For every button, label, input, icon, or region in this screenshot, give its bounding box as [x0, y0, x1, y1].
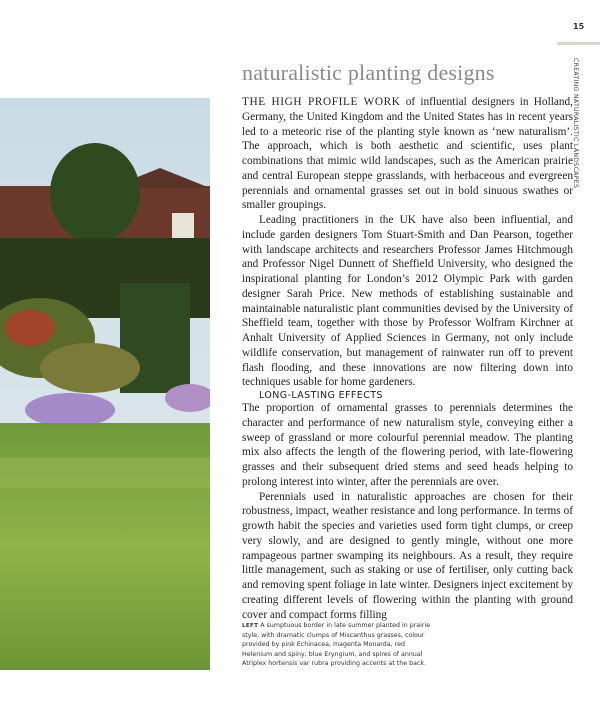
subheading: LONG-LASTING EFFECTS	[259, 390, 383, 401]
paragraph: The proportion of ornamental grasses to perennials determines the character and performance of new naturalism style, conveying either a sweep of grassland or more colourful perennial meadow. The planting mix also affects the length of the flowering period, with late-flowering grasses and their subsequent dried stems and seed heads helping to prolong interest into winter, after the perennials are over.	[242, 402, 573, 488]
caption-label: LEFT	[242, 623, 259, 629]
running-head: CREATING NATURALISTIC LANDSCAPES	[572, 58, 579, 189]
page-title: naturalistic planting designs	[242, 60, 495, 85]
lead-in-caps: THE HIGH PROFILE WORK	[242, 96, 401, 108]
paragraph-text: of influential designers in Holland, Germany, the United Kingdom and the United States has in recent years led to a meteoric rise of the planting style known as ‘new naturalism’. The approach, which is both aesthetic and scientific, uses plant combinations that mimic wild landscapes, such as the American prairie and central European steppe grasslands, with herbaceous and evergreen perennials and ornamental grasses set out in bold sinuous swathes or smaller groupings.	[242, 96, 573, 212]
paragraph: Perennials used in naturalistic approaches are chosen for their robustness, impact, weather resistance and long performance. In terms of growth habit the species and varieties used form tight clumps, or creep very slowly, and are designed to gently mingle, without one more rampageous partner swamping its neighbours. As a result, they require little management, such as staking or use of fertiliser, only cutting back and removing spent foliage in late winter. Designers inject excitement by creating different levels of flowering within the planting with ground cover and compact forms filling	[242, 490, 573, 621]
body-text	[242, 95, 573, 622]
photo-caption	[242, 621, 432, 668]
header-rule	[557, 42, 600, 45]
paragraph: Leading practitioners in the UK have also been influential, and include garden designers Tom Stuart-Smith and Dan Pearson, together with landscape architects and researchers Professor James Hitchmough and Professor Nigel Dunnett of Sheffield University, who designed the inspirational planting for London’s 2012 Olympic Park with garden designer Sarah Price. New methods of establishing sustainable and maintainable naturalistic plant communities devised by the University of Sheffield team, together with those by Professor Wolfram Kirchner at Anhalt University of Applied Sciences in Germany, not only include wildlife conservation, but management of rainwater run off to prevent flash flooding, and these innovations are now filtering down into techniques usable for home gardeners.	[242, 214, 573, 389]
caption-text: A sumptuous border in late summer planted in prairie style, with dramatic clumps of Miscanthus grasses, colour provided by pink Echinacea, magenta Monarda, red Helenium and spiny, blue Eryngium, and spires of annual Atriplex hortensis var rubra providing accents at the back.	[242, 622, 431, 667]
garden-photo	[0, 98, 210, 670]
intro-paragraph	[242, 95, 573, 213]
page-number: 15	[573, 22, 585, 31]
